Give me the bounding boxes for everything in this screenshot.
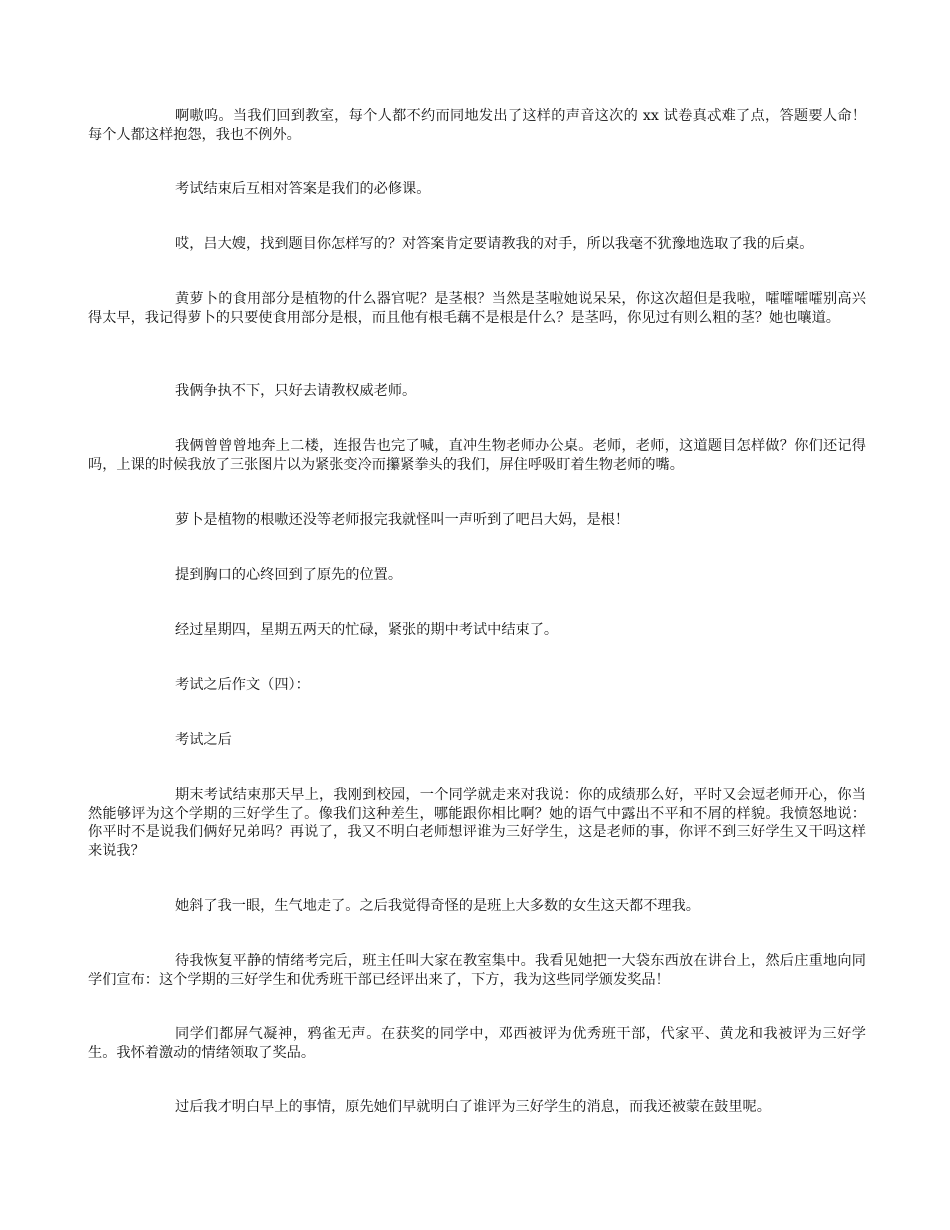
section-heading: 考试之后作文（四）： xyxy=(175,677,310,693)
paragraph: 提到胸口的心终回到了原先的位置。 xyxy=(175,567,403,583)
paragraph: 萝卜是植物的根嗷还没等老师报完我就怪叫一声听到了吧吕大妈，是根！ xyxy=(175,512,630,528)
paragraph: 考试结束后互相对答案是我们的必修课。 xyxy=(175,181,431,197)
paragraph: 同学们都屏气凝神，鸦雀无声。在获奖的同学中，邓西被评为优秀班干部，代家平、黄龙和我被评为三好学生。我怀着激动的情绪领取了奖品。 xyxy=(88,1026,866,1061)
paragraph: 黄萝卜的食用部分是植物的什么器官呢？是茎根？当然是茎啦她说呆呆，你这次超但是我啦，嚯嚯嚯嚯别高兴得太早，我记得萝卜的只要使食用部分是根，而且他有根毛藕不是根是什么？是茎吗，你见过有则么粗的茎？她也嚷道。 xyxy=(88,291,866,326)
section-title: 考试之后 xyxy=(175,732,232,748)
paragraph: 期末考试结束那天早上，我刚到校园，一个同学就走来对我说：你的成绩那么好，平时又会逗老师开心，你当然能够评为这个学期的三好学生了。像我们这种差生，哪能跟你相比啊？她的语气中露出不平和不屑的样貌。我愤怒地说：你平时不是说我们俩好兄弟吗？再说了，我又不明白老师想评谁为三好学生，这是老师的事，你评不到三好学生又干吗这样来说我？ xyxy=(88,787,866,859)
paragraph: 她斜了我一眼，生气地走了。之后我觉得奇怪的是班上大多数的女生这天都不理我。 xyxy=(175,898,700,914)
paragraph: 待我恢复平静的情绪考完后，班主任叫大家在教室集中。我看见她把一大袋东西放在讲台上，然后庄重地向同学们宣布：这个学期的三好学生和优秀班干部已经评出来了，下方，我为这些同学颁发奖品！ xyxy=(88,953,866,988)
paragraph: 过后我才明白早上的事情，原先她们早就明白了谁评为三好学生的消息，而我还被蒙在鼓里呢。 xyxy=(175,1099,771,1115)
paragraph: 经过星期四，星期五两天的忙碌，紧张的期中考试中结束了。 xyxy=(175,622,559,638)
paragraph: 我俩曾曾曾地奔上二楼，连报告也完了喊，直冲生物老师办公桌。老师，老师，这道题目怎样做？你们还记得吗，上课的时候我放了三张图片以为紧张变冷而攥紧拳头的我们，屏住呼吸盯着生物老师的嘴。 xyxy=(88,438,866,473)
paragraph: 哎，吕大嫂，找到题目你怎样写的？对答案肯定要请教我的对手，所以我毫不犹豫地选取了我的后桌。 xyxy=(175,236,814,252)
paragraph: 啊嗷呜。当我们回到教室，每个人都不约而同地发出了这样的声音这次的 xx 试卷真忒难了点，答题要人命！每个人都这样抱怨，我也不例外。 xyxy=(88,108,866,143)
paragraph: 我俩争执不下，只好去请教权威老师。 xyxy=(175,383,417,399)
